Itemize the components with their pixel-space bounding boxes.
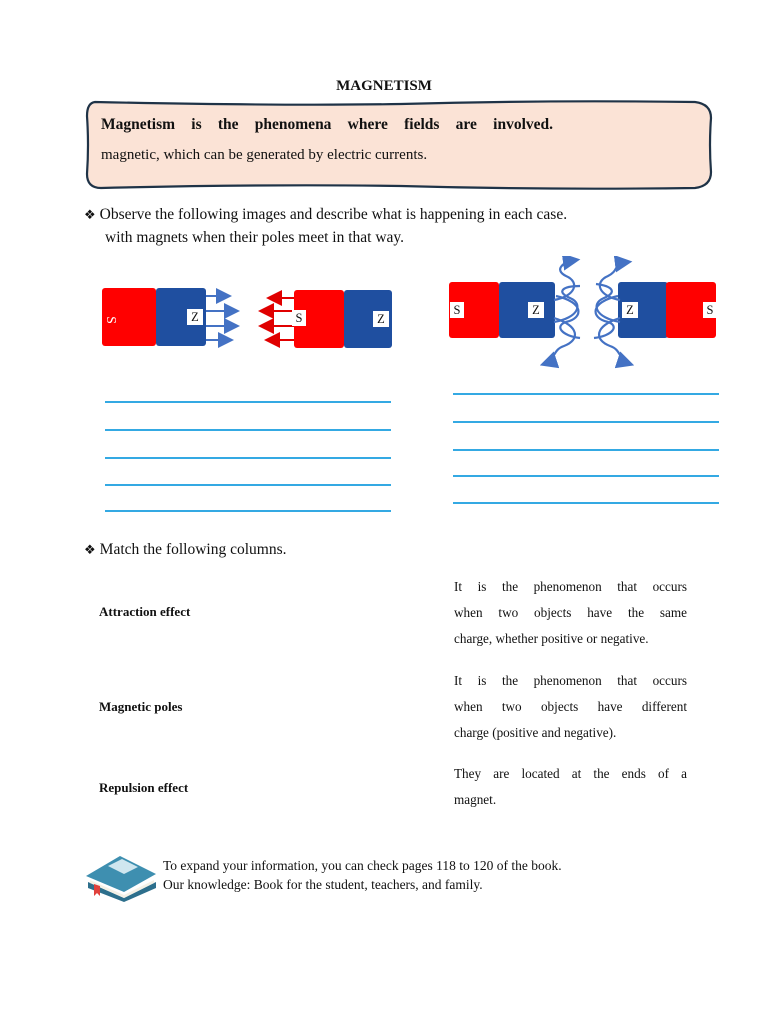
footer-note [163, 856, 562, 894]
diamond-bullet-icon: ❖ [84, 543, 96, 558]
instruction-2 [84, 541, 287, 559]
answer-line[interactable] [105, 510, 391, 512]
match-right-item [454, 574, 687, 652]
match-right-line: charge (positive and negative). [454, 725, 617, 740]
answer-line[interactable] [453, 393, 719, 395]
match-right-line: It is the phenomenon that occurs [454, 579, 687, 594]
pole-label: S [703, 302, 717, 318]
instruction-2-text: Match the following columns. [99, 541, 287, 558]
pole-label: Z [373, 311, 389, 327]
match-right-item [454, 761, 687, 813]
match-right-line: when two objects have the same [454, 605, 687, 620]
field-arrows-blue [206, 296, 238, 340]
definition-line-2: magnetic, which can be generated by electric currents. [101, 147, 428, 163]
match-right-item [454, 668, 687, 746]
answer-line[interactable] [105, 429, 391, 431]
definition-box [83, 98, 715, 192]
instruction-1 [84, 206, 567, 224]
answer-line[interactable] [453, 449, 719, 451]
match-right-line: when two objects have different [454, 699, 687, 714]
footer-line-1: To expand your information, you can check pages 118 to 120 of the book. [163, 858, 562, 873]
pole-label: S [450, 302, 464, 318]
answer-line[interactable] [105, 484, 391, 486]
magnets-figure-left [96, 282, 400, 356]
footer-line-2: Our knowledge: Book for the student, teachers, and family. [163, 877, 483, 892]
definition-line-1: Magnetism is the phenomena where fields are involved. [101, 116, 553, 133]
book-icon [84, 852, 158, 902]
page-title: MAGNETISM [336, 78, 432, 94]
pole-label: S [292, 310, 306, 326]
match-right-line: magnet. [454, 792, 497, 807]
pole-label: S [103, 316, 118, 324]
instruction-1-line-2: with magnets when their poles meet in that way. [105, 229, 405, 246]
match-left-item: Repulsion effect [99, 780, 189, 795]
pole-label: Z [187, 309, 203, 325]
magnets-figure-right [444, 256, 720, 370]
match-right-line: They are located at the ends of a [454, 766, 687, 781]
answer-line[interactable] [105, 401, 391, 403]
answer-line[interactable] [453, 502, 719, 504]
answer-line[interactable] [453, 421, 719, 423]
diamond-bullet-icon: ❖ [84, 208, 96, 223]
match-left-item: Attraction effect [99, 604, 191, 619]
match-left-item: Magnetic poles [99, 699, 183, 714]
match-right-line: It is the phenomenon that occurs [454, 673, 687, 688]
match-right-line: charge, whether positive or negative. [454, 631, 649, 646]
instruction-1-line-1: Observe the following images and describe what is happening in each case. [99, 206, 568, 223]
answer-line[interactable] [105, 457, 391, 459]
pole-label: Z [528, 302, 544, 318]
answer-line[interactable] [453, 475, 719, 477]
pole-label: Z [622, 302, 638, 318]
